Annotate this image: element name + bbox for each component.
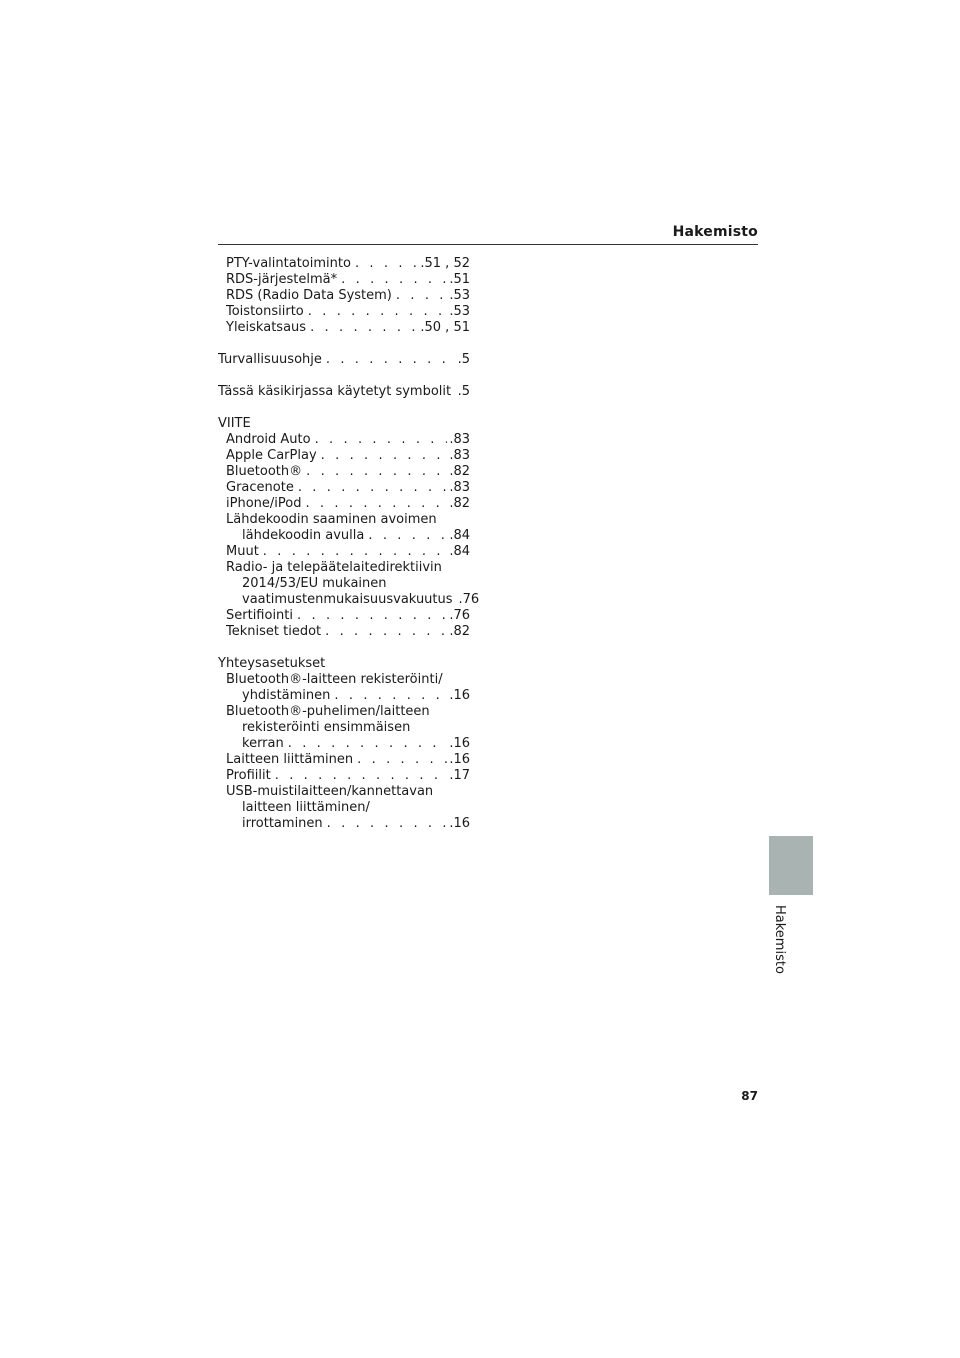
index-entry-apple-carplay: Apple CarPlay . . . .83: [218, 448, 470, 464]
index-entry-radio-vakuutus: vaatimustenmukaisuusvakuutus .76: [242, 592, 480, 607]
index-entry-lahdekoodi-line1: Lähdekoodin saaminen avoimen: [226, 512, 437, 527]
page-header-title: Hakemisto: [672, 224, 758, 240]
index-entry-bt-phone-line1: Bluetooth®-puhelimen/laitteen: [226, 704, 430, 719]
index-heading-yhteysasetukset: Yhteysasetukset: [218, 656, 326, 671]
index-entry-symbolit: Tässä käsikirjassa käytetyt symbolit . . . .5: [218, 384, 470, 400]
index-heading-viite: VIITE: [218, 416, 251, 431]
index-entry-lahdekoodi: lähdekoodin avulla . . . .84: [218, 528, 470, 544]
index-entry-laitteen-liittaminen: Laitteen liittäminen . . . .16: [218, 752, 470, 768]
index-group-symbolit: [218, 384, 470, 400]
index-entry-usb-line1: USB-muistilaitteen/kannettavan: [226, 784, 434, 799]
index-entry-radio-line2: 2014/53/EU mukainen: [242, 576, 387, 591]
index-entry-turvallisuusohje: Turvallisuusohje . . . .5: [218, 352, 470, 368]
index-entry-bt-reg-line1: Bluetooth®-laitteen rekisteröinti/: [226, 672, 443, 687]
index-column: [218, 256, 480, 848]
index-entry-radio-line1: Radio- ja telepäätelaitedirektiivin: [226, 560, 442, 575]
section-side-tab: [769, 836, 813, 895]
index-entry-bluetooth: Bluetooth® . . . .82: [218, 464, 470, 480]
index-entry-gracenote: Gracenote . . . .83: [218, 480, 470, 496]
index-entry-muut: Muut . . . .84: [218, 544, 470, 560]
index-entry-rds: RDS-järjestelmä* . . . .51: [218, 272, 470, 288]
index-group-viite: [218, 416, 480, 640]
index-entry-sertifiointi: Sertifiointi . . . .76: [218, 608, 470, 624]
index-entry-pty: PTY-valintatoiminto . . . .51 , 52: [218, 256, 470, 272]
index-entry-tekniset-tiedot: Tekniset tiedot . . . .82: [218, 624, 470, 640]
index-entry-bt-phone-line2: rekisteröinti ensimmäisen: [242, 720, 411, 735]
index-entry-toistonsiirto: Toistonsiirto . . . .53: [218, 304, 470, 320]
index-entry-yleiskatsaus: Yleiskatsaus . . . .50 , 51: [218, 320, 470, 336]
index-group-yhteysasetukset: [218, 656, 470, 832]
index-entry-bt-phone: kerran . . . .16: [218, 736, 470, 752]
section-side-label: Hakemisto: [772, 905, 787, 974]
index-group-turvallisuusohje: [218, 352, 470, 368]
index-entry-android-auto: Android Auto . . . .83: [218, 432, 470, 448]
page-number: 87: [741, 1089, 758, 1103]
header-rule: [218, 244, 758, 245]
index-entry-usb: irrottaminen . . . .16: [218, 816, 470, 832]
index-entry-iphone-ipod: iPhone/iPod . . . .82: [218, 496, 470, 512]
index-entry-profiilit: Profiilit . . . .17: [218, 768, 470, 784]
index-entry-bt-reg: yhdistäminen . . . .16: [218, 688, 470, 704]
index-entry-usb-line2: laitteen liittäminen/: [242, 800, 370, 815]
index-entry-rds-radio-data: RDS (Radio Data System) . . . .53: [218, 288, 470, 304]
index-group-radio: [218, 256, 470, 336]
